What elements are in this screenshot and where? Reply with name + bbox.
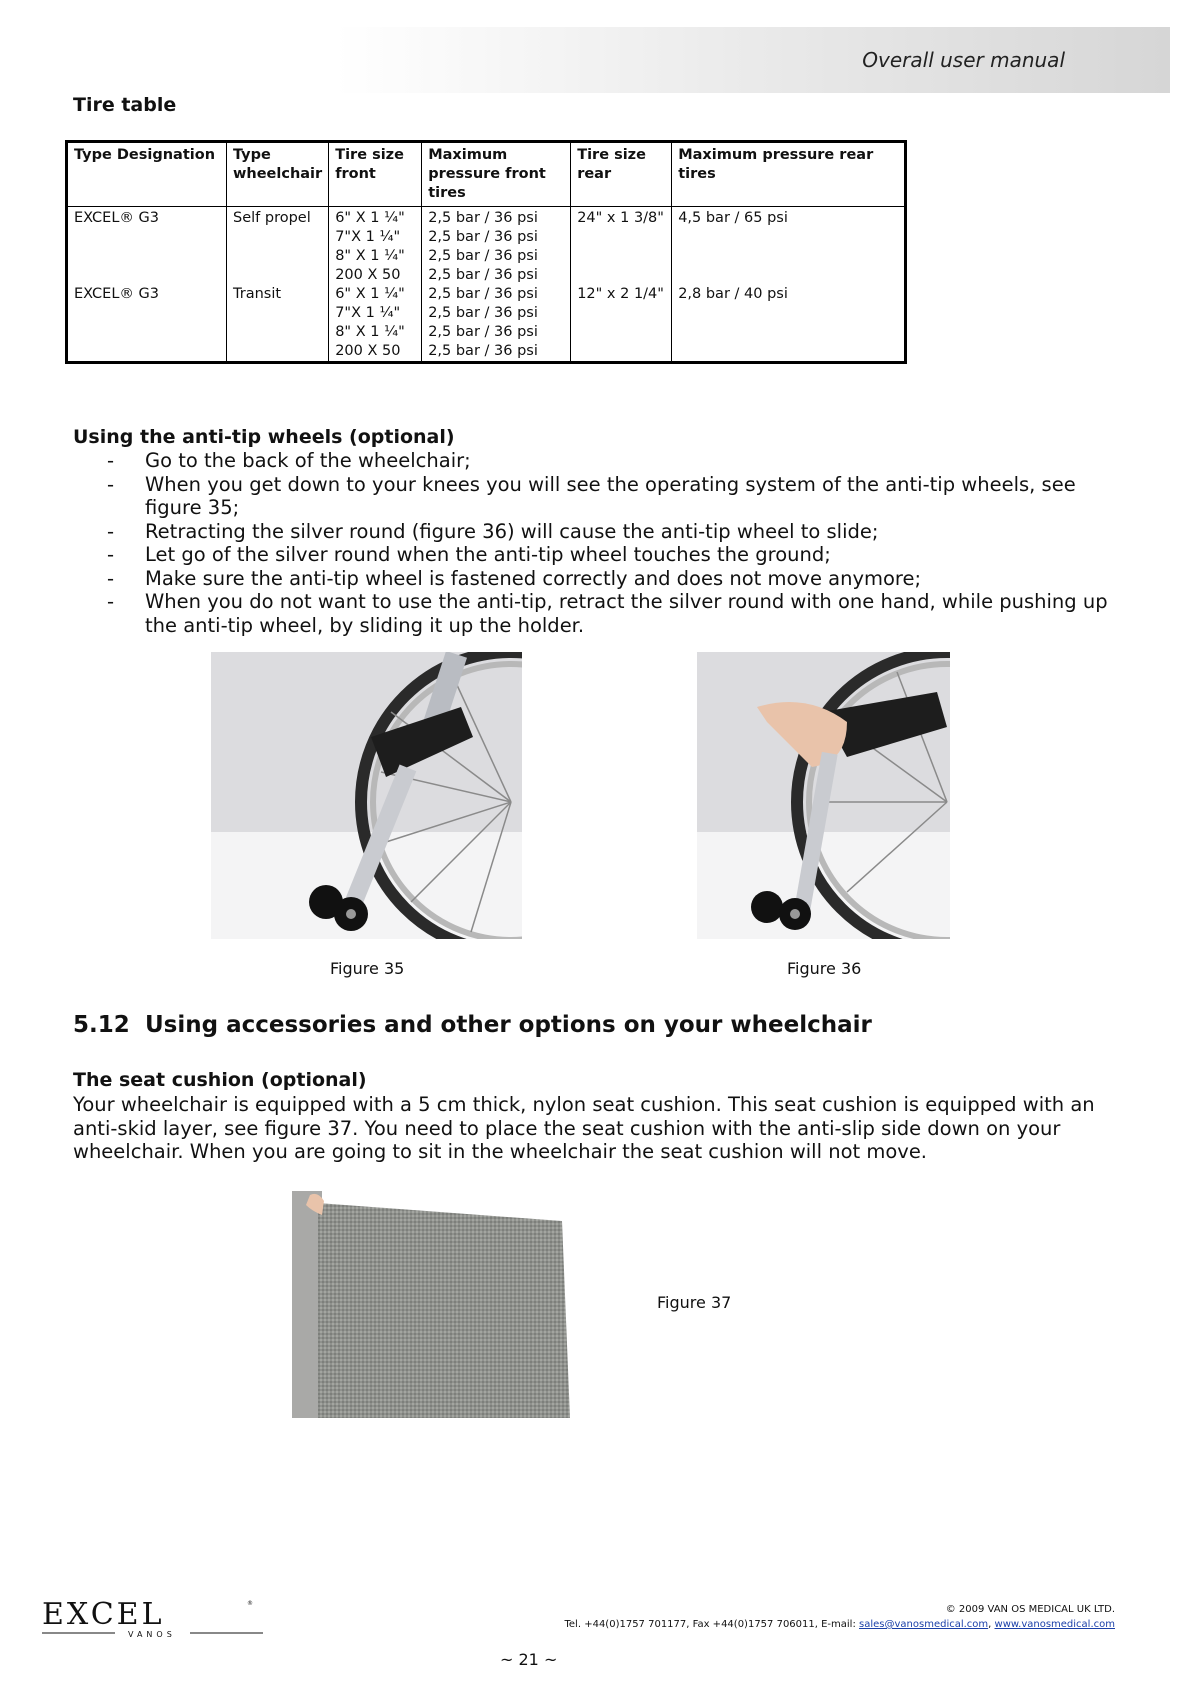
seat-cushion-heading: The seat cushion (optional) (73, 1069, 367, 1091)
step-text: When you do not want to use the anti-tip, retract the silver round with one hand, while pushing up the anti-tip wheel, by sliding it up the holder. (145, 590, 1108, 637)
website-link[interactable]: www.vanosmedical.com (994, 1619, 1115, 1630)
list-item (73, 473, 1133, 520)
cell-rear-size: 12" x 2 1/4" (577, 286, 664, 302)
bullet-dash: - (107, 519, 115, 543)
col-header: Maximum pressure rear tires (672, 142, 906, 207)
figure-37-photo (292, 1191, 599, 1418)
anti-tip-heading: Using the anti-tip wheels (optional) (73, 426, 455, 448)
figure-35-caption: Figure 35 (330, 959, 405, 978)
cell-front-pressure: 2,5 bar / 36 psi (428, 286, 538, 302)
bullet-dash: - (107, 449, 115, 472)
hand-retract-illustration (697, 652, 950, 939)
seat-cushion-illustration (292, 1191, 599, 1418)
svg-text:®: ® (247, 1600, 253, 1607)
cell-designation: EXCEL® G3 (74, 286, 159, 302)
col-header: Type wheelchair (227, 142, 329, 207)
tire-table-heading: Tire table (73, 94, 177, 116)
step-text: When you get down to your knees you will see the operating system of the anti-tip wheels, see figure 35; (145, 472, 1076, 519)
svg-text:EXCEL: EXCEL (42, 1597, 165, 1632)
cell-rear-pressure: 2,8 bar / 40 psi (678, 286, 788, 302)
contact-phone-fax: Tel. +44(0)1757 701177, Fax +44(0)1757 706011, E-mail: (564, 1619, 860, 1630)
cell-front-size: 7"X 1 ¼" (335, 229, 401, 245)
step-text: Make sure the anti-tip wheel is fastened correctly and does not move anymore; (145, 566, 922, 590)
cell-front-size: 200 X 50 (335, 267, 401, 283)
cell-front-size: 200 X 50 (335, 343, 401, 359)
cell-front-pressure: 2,5 bar / 36 psi (428, 324, 538, 340)
cell-front-size: 6" X 1 ¼" (335, 286, 405, 302)
svg-text:VANOS: VANOS (128, 1630, 176, 1639)
col-header: Maximum pressure front tires (422, 142, 571, 207)
cell-front-size: 8" X 1 ¼" (335, 248, 405, 264)
bullet-dash: - (107, 590, 115, 613)
seat-cushion-paragraph: Your wheelchair is equipped with a 5 cm thick, nylon seat cushion. This seat cushion is equipped with an anti-skid layer, see figure 37. You need to place the seat cushion with the anti-slip side down on your wheelchair. When you are going to sit in the wheelchair the seat cushion will not move. (73, 1093, 1095, 1163)
cell-front-size: 8" X 1 ¼" (335, 324, 405, 340)
step-text: Let go of the silver round when the anti-tip wheel touches the ground; (145, 543, 831, 566)
tire-table (65, 140, 907, 364)
email-link[interactable]: sales@vanosmedical.com (859, 1619, 989, 1630)
page-number: ~ 21 ~ (500, 1650, 558, 1669)
excel-vanos-logo (40, 1597, 265, 1642)
step-text: Retracting the silver round (figure 36) will cause the anti-tip wheel to slide; (145, 519, 879, 543)
contact-separator: , (988, 1619, 995, 1630)
cell-front-pressure: 2,5 bar / 36 psi (428, 210, 538, 226)
figure-36-photo (697, 652, 950, 939)
footer-contact (565, 1619, 1116, 1630)
cell-type: Transit (233, 286, 282, 302)
list-item (73, 520, 1133, 544)
header-title: Overall user manual (862, 48, 1065, 72)
section-title: Using accessories and other options on your wheelchair (145, 1012, 872, 1038)
table-header-row (67, 142, 906, 207)
cell-type: Self propel (233, 210, 311, 226)
figure-35-photo (211, 652, 522, 939)
col-header: Tire size front (329, 142, 422, 207)
cell-front-pressure: 2,5 bar / 36 psi (428, 248, 538, 264)
cell-front-pressure: 2,5 bar / 36 psi (428, 267, 538, 283)
footer-copyright: © 2009 VAN OS MEDICAL UK LTD. (945, 1604, 1115, 1615)
figure-37-caption: Figure 37 (657, 1293, 732, 1312)
figure-36-caption: Figure 36 (787, 959, 862, 978)
anti-tip-photo-illustration (211, 652, 522, 939)
col-header: Type Designation (67, 142, 227, 207)
cell-rear-size: 24" x 1 3/8" (577, 210, 664, 226)
list-item (73, 543, 1133, 567)
cell-front-size: 6" X 1 ¼" (335, 210, 405, 226)
cell-designation: EXCEL® G3 (74, 210, 159, 226)
list-item (73, 449, 1133, 473)
step-text: Go to the back of the wheelchair; (145, 449, 471, 472)
cell-front-pressure: 2,5 bar / 36 psi (428, 343, 538, 359)
bullet-dash: - (107, 472, 115, 496)
col-header: Tire size rear (571, 142, 672, 207)
anti-tip-steps (73, 449, 1133, 637)
bullet-dash: - (107, 543, 115, 566)
cell-rear-pressure: 4,5 bar / 65 psi (678, 210, 788, 226)
list-item (73, 590, 1133, 637)
list-item (73, 567, 1133, 591)
table-row (67, 207, 906, 363)
section-number: 5.12 (73, 1012, 130, 1038)
cell-front-pressure: 2,5 bar / 36 psi (428, 305, 538, 321)
bullet-dash: - (107, 566, 115, 590)
cell-front-pressure: 2,5 bar / 36 psi (428, 229, 538, 245)
cell-front-size: 7"X 1 ¼" (335, 305, 401, 321)
section-heading (73, 1012, 872, 1038)
